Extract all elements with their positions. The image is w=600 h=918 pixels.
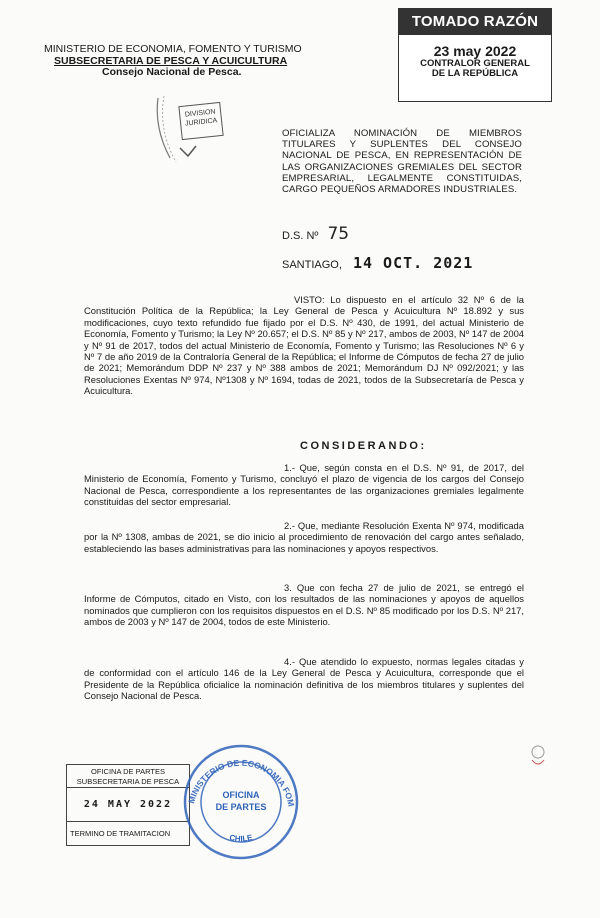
letterhead: [44, 44, 302, 79]
ministry-name: MINISTERIO DE ECONOMIA, FOMENTO Y TURISMO: [44, 43, 302, 55]
oficina-line-2: SUBSECRETARIA DE PESCA: [76, 777, 180, 786]
seal-center-2: DE PARTES: [215, 802, 267, 812]
considerando-title: CONSIDERANDO:: [300, 440, 427, 452]
seal-ring-text: MINISTERIO DE ECONOMIA FOM: [186, 757, 297, 808]
oficina-header: [66, 764, 190, 788]
oficina-line-1: OFICINA DE PARTES: [91, 767, 165, 776]
considerando-1: [84, 462, 524, 508]
considerando-2-text: 2.- Que, mediante Resolución Exenta Nº 974, modificada por la Nº 1308, ambas de 2021, se dio inicio al procedimiento de renovación del cargo antes señalado, estableciendo las bases administrativas para las nominaciones y apoyos respectivos.: [84, 520, 524, 554]
considerando-3: [84, 582, 524, 628]
decree-date: 14 OCT. 2021: [352, 254, 474, 272]
ds-label: D.S. Nº: [282, 230, 319, 242]
consejo-name: Consejo Nacional de Pesca.: [102, 66, 242, 78]
visto-paragraph: [84, 294, 524, 397]
ink-mark-icon: [526, 742, 550, 770]
considerando-4-text: 4.- Que atendido lo expuesto, normas legales citadas y de conformidad con el artículo 146 de la Ley General de Pesca y Acuicultura, corresponde que el Presidente de la República oficialice la nominación definitiva de los miembros titulares y suplentes del Consejo Nacional de Pesca.: [84, 656, 524, 702]
considerando-2: [84, 520, 524, 554]
ds-number: 75: [327, 224, 350, 244]
oficina-partes-stamp: [66, 764, 190, 848]
tomado-razon-date: 23 may 2022: [433, 43, 517, 59]
seal-center-1: OFICINA: [222, 790, 260, 800]
visto-text: VISTO: Lo dispuesto en el artículo 32 Nº 6 de la Constitución Política de la República; la Ley General de Pesca y Acuicultura Nº 18.892 y sus modificaciones, cuyo texto refundido fue fijado por el D.S. Nº 430, de 1991, del actual Ministerio de Economía, Fomento y Turismo; la Ley Nº 20.657; el D.S. Nº 85 y Nº 217, ambos de 2003, Nº 147 de 2004 y Nº 91 de 2017, todos del actual Ministerio de Economía, Fomento y Turismo; las Resoluciones Nº 6 y Nº 7 de año 2019 de la Contraloría General de la República; el Informe de Cómputos de fecha 27 de julio de 2021; Memorándum DDP Nº 237 y Nº 388 ambos de 2021; Memorándum DJ Nº 092/2021; y las Resoluciones Exentas Nº 974, Nº1308 y Nº 1694, todas de 2021, todos de la Subsecretaría de Pesca y Acuicultura.: [84, 294, 524, 397]
division-line-1: DIVISION: [184, 108, 216, 119]
subsecretaria-name: SUBSECRETARIA DE PESCA Y ACUICULTURA: [54, 54, 288, 67]
tomado-razon-title: TOMADO RAZÓN: [399, 9, 551, 35]
termino-tramitacion: TERMINO DE TRAMITACION: [66, 822, 190, 846]
considerando-1-text: 1.- Que, según consta en el D.S. Nº 91, de 2017, del Ministerio de Economía, Fomento y Turismo, concluyó el plazo de vigencia de los cargos del Consejo Nacional de Pesca, correspondiente a los representantes de las organizaciones gremiales legalmente constituidas del sector empresarial.: [84, 462, 524, 508]
oficina-date: 24 MAY 2022: [66, 788, 190, 822]
seal-bottom-text: CHILE: [228, 832, 254, 844]
santiago-label: SANTIAGO,: [282, 259, 342, 271]
considerando-4: [84, 656, 524, 702]
considerando-3-text: 3. Que con fecha 27 de julio de 2021, se entregó el Informe de Cómputos, citado en Visto, con los resultados de las nominaciones y apoyos de aquellos nominados que cumplieron con los requisitos dispuestos en el D.S. Nº 85 modificado por los D.S. Nº 217, ambos de 2003 y Nº 147 de 2004, todos de este Ministerio.: [84, 582, 524, 628]
decree-number-line: [282, 224, 349, 244]
division-box: [178, 102, 223, 140]
division-line-2: JURIDICA: [184, 117, 218, 128]
contralor-line-2: DE LA REPÚBLICA: [431, 68, 519, 79]
decree-subject: OFICIALIZA NOMINACIÓN DE MIEMBROS TITULARES Y SUPLENTES DEL CONSEJO NACIONAL DE PESCA, EN REPRESENTACIÓN DE LAS ORGANIZACIONES GREMIALES DEL SECTOR EMPRESARIAL, LEGALMENTE CONSTITUIDAS, CARGO PEQUEÑOS ARMADORES INDUSTRIALES.: [282, 128, 522, 196]
tomado-razon-box: [398, 8, 552, 102]
oficina-partes-seal: [176, 734, 306, 864]
division-juridica-stamp: [150, 88, 250, 170]
place-date-line: [282, 254, 473, 272]
contralor-line-1: CONTRALOR GENERAL: [420, 58, 530, 69]
seal-icon: [176, 734, 306, 864]
